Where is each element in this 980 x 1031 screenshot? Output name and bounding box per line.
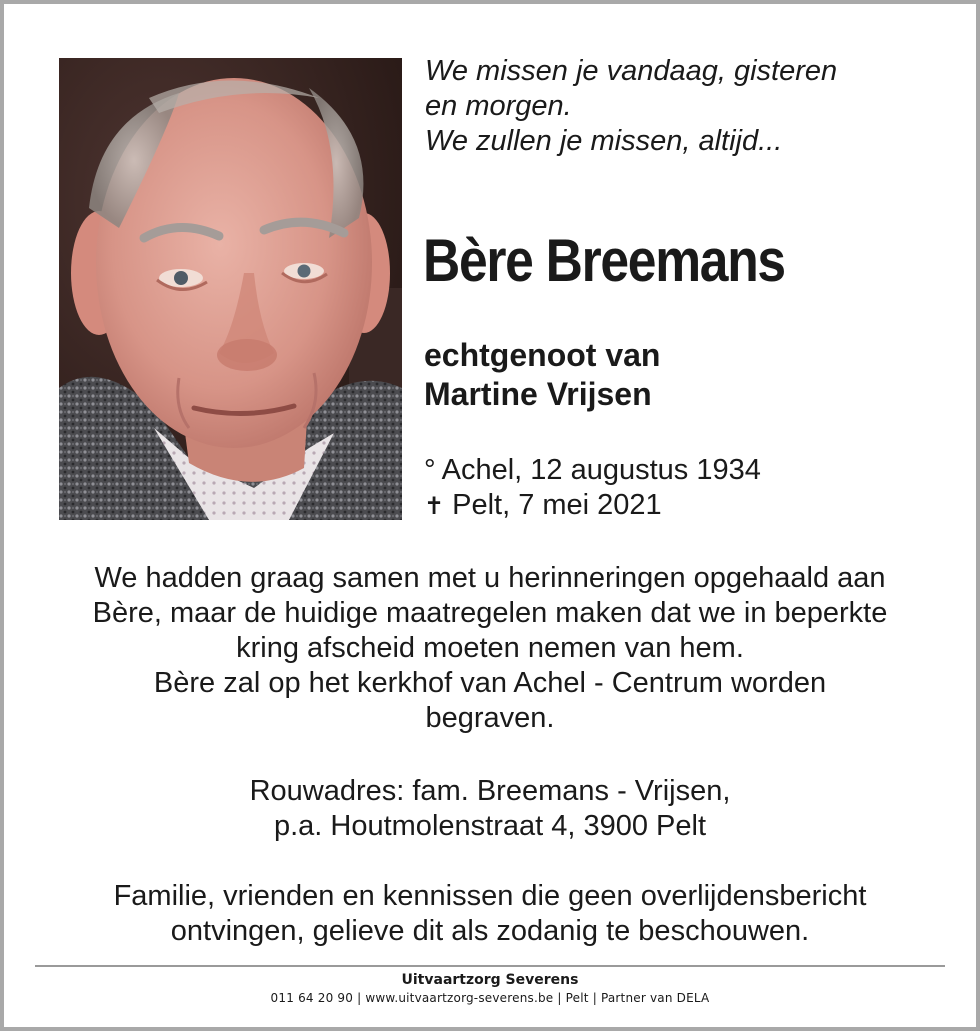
- funeral-company-contact: 011 64 20 90 | www.uitvaartzorg-severens.be | Pelt | Partner van DELA: [270, 991, 710, 1005]
- life-dates: [424, 453, 944, 524]
- birth-symbol: °: [424, 454, 436, 486]
- death-date: Pelt, 7 mei 2021: [452, 489, 662, 521]
- portrait-photo: [59, 58, 402, 520]
- cross-icon: ✝: [424, 493, 445, 520]
- relation-label: echtgenoot van: [424, 337, 661, 373]
- address-line: Rouwadres: fam. Breemans - Vrijsen,: [249, 775, 731, 807]
- message-line: We hadden graag samen met u herinneringen opgehaald aan: [94, 562, 886, 594]
- message-line: Bère zal op het kerkhof van Achel - Centrum worden: [153, 667, 827, 699]
- message-paragraph: [0, 561, 980, 736]
- notice-paragraph: [0, 879, 980, 949]
- address-line: p.a. Houtmolenstraat 4, 3900 Pelt: [273, 810, 707, 842]
- mourning-address: [0, 774, 980, 844]
- spouse-name: Martine Vrijsen: [424, 376, 652, 412]
- deceased-name: Bère Breemans: [423, 227, 785, 294]
- spouse-info: [424, 336, 944, 414]
- message-line: Bère, maar de huidige maatregelen maken dat we in beperkte: [92, 597, 888, 629]
- quote-line: We missen je vandaag, gisteren: [425, 55, 838, 87]
- funeral-company-name: Uitvaartzorg Severens: [401, 972, 579, 988]
- message-line: begraven.: [425, 702, 555, 734]
- death-row: [424, 488, 944, 524]
- quote-line: We zullen je missen, altijd...: [425, 125, 783, 157]
- footer-divider: [35, 965, 945, 967]
- message-line: kring afscheid moeten nemen van hem.: [236, 632, 744, 664]
- memorial-quote: [425, 54, 945, 159]
- notice-line: ontvingen, gelieve dit als zodanig te beschouwen.: [170, 915, 810, 947]
- quote-line: en morgen.: [425, 90, 572, 122]
- birth-date: Achel, 12 augustus 1934: [441, 454, 761, 486]
- notice-line: Familie, vrienden en kennissen die geen overlijdensbericht: [113, 880, 867, 912]
- birth-row: [424, 453, 944, 488]
